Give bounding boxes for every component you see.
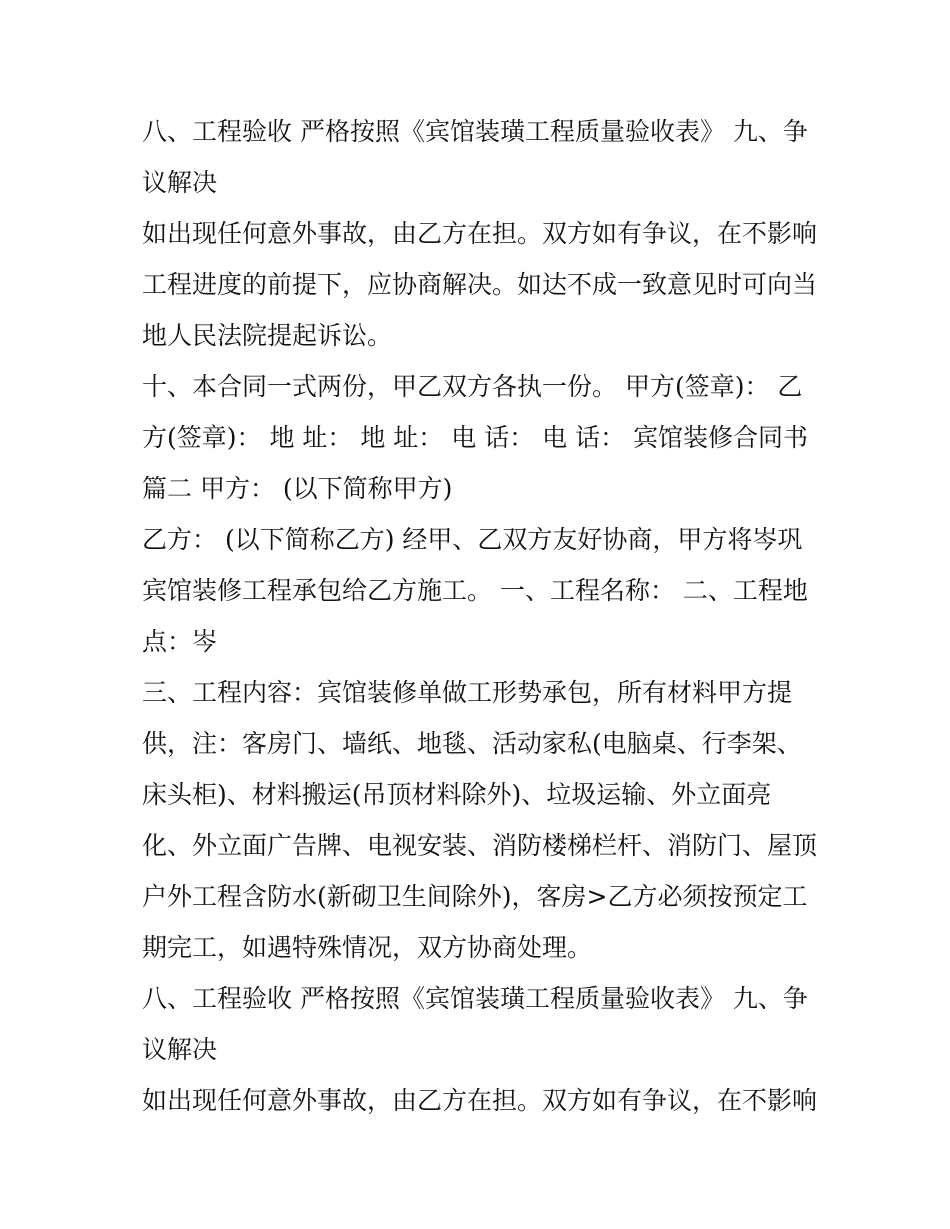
contract-text (142, 106, 822, 1126)
text-line: 乙方： (以下简称乙方) 经甲、乙双方友好协商，甲方将岑巩 (142, 525, 803, 554)
text-line: 户外工程含防水(新砌卫生间除外)，客房>乙方必须按预定工 (142, 882, 808, 911)
text-line: 地人民法院提起诉讼。 (142, 321, 393, 350)
text-line: 床头柜)、材料搬运(吊顶材料除外)、垃圾运输、外立面亮 (142, 780, 772, 809)
text-line: 方(签章)： 地 址： 地 址： 电 话： 电 话： 宾馆装修合同书 (142, 423, 809, 452)
text-line: 如出现任何意外事故，由乙方在担。双方如有争议，在不影响 (142, 1086, 818, 1115)
text-line: 三、工程内容：宾馆装修单做工形势承包，所有材料甲方提 (142, 678, 793, 707)
text-line: 期完工，如遇特殊情况，双方协商处理。 (142, 933, 593, 962)
text-line: 八、工程验收 严格按照《宾馆装璜工程质量验收表》 九、争 (142, 984, 808, 1013)
text-line: 供，注：客房门、墙纸、地毯、活动家私(电脑桌、行李架、 (142, 729, 802, 758)
text-line: 宾馆装修工程承包给乙方施工。 一、工程名称： 二、工程地 (142, 576, 808, 605)
text-line: 八、工程验收 严格按照《宾馆装璜工程质量验收表》 九、争 (142, 117, 808, 146)
text-line: 篇二 甲方： (以下简称甲方) (142, 474, 453, 503)
text-line: 十、本合同一式两份，甲乙双方各执一份。 甲方(签章)： 乙 (142, 372, 803, 401)
text-line: 议解决 (142, 1035, 218, 1064)
text-line: 工程进度的前提下，应协商解决。如达不成一致意见时可向当 (142, 270, 818, 299)
text-line: 如出现任何意外事故，由乙方在担。双方如有争议，在不影响 (142, 219, 818, 248)
text-line: 点：岑 (142, 627, 218, 656)
text-line: 化、外立面广告牌、电视安装、消防楼梯栏杆、消防门、屋顶 (142, 831, 818, 860)
text-line: 议解决 (142, 168, 218, 197)
